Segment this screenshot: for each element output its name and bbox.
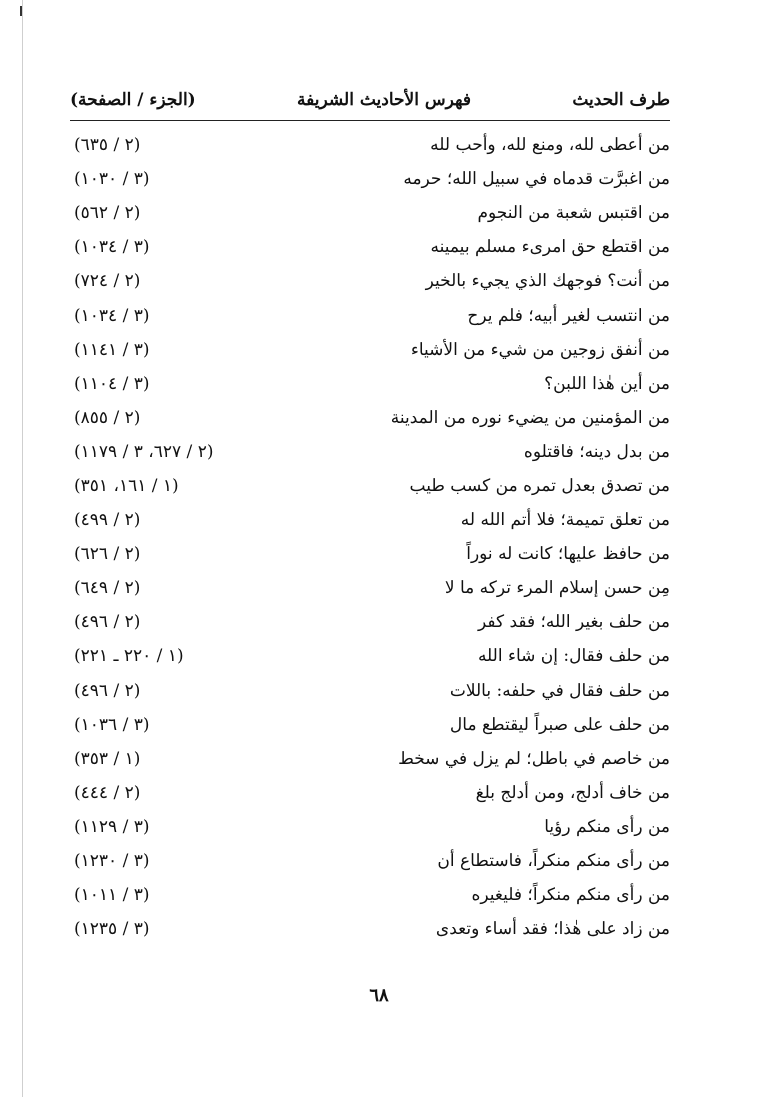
hadith-text: من بدل دينه؛ فاقتلوه xyxy=(523,441,670,462)
volume-page-reference: (٣ / ١١٠٤) xyxy=(74,373,150,394)
volume-page-reference: (٣ / ١٠٣٦) xyxy=(74,714,150,735)
hadith-text: من حلف فقال في حلفه: باللات xyxy=(449,680,670,701)
index-entry xyxy=(70,639,670,673)
index-entry xyxy=(70,264,670,298)
volume-page-reference: (٣ / ١١٤١) xyxy=(74,339,150,360)
volume-page-reference: (١ / ٣٥٣) xyxy=(74,748,141,769)
hadith-text: من رأى منكم رؤيا xyxy=(544,816,670,837)
header-title: فهرس الأحاديث الشريفة xyxy=(297,90,471,110)
hadith-text: من أين هٰذا اللبن؟ xyxy=(544,373,670,394)
hadith-index-list xyxy=(70,128,670,946)
index-entry xyxy=(70,162,670,196)
page-margin-mark xyxy=(20,6,22,16)
index-entry xyxy=(70,844,670,878)
hadith-text: من خاف أدلج، ومن أدلج بلغ xyxy=(475,782,670,803)
volume-page-reference: (٢ / ٥٦٢) xyxy=(74,203,141,224)
volume-page-reference: (٢ / ٤٩٩) xyxy=(74,510,141,531)
hadith-text: من حلف فقال: إن شاء الله xyxy=(477,646,670,667)
volume-page-reference: (٣ / ١١٢٩) xyxy=(74,816,150,837)
volume-page-reference: (٢ / ٤٤٤) xyxy=(74,782,141,803)
header-hadith-column: طرف الحديث xyxy=(572,90,670,110)
index-entry xyxy=(70,571,670,605)
hadith-text: من تصدق بعدل تمره من كسب طيب xyxy=(409,475,670,496)
index-entry xyxy=(70,298,670,332)
volume-page-reference: (١ / ٢٢٠ ـ ٢٢١) xyxy=(74,646,184,667)
hadith-text: من أنفق زوجين من شيء من الأشياء xyxy=(410,339,670,360)
hadith-text: من حلف على صبراً ليقتطع مال xyxy=(449,714,670,735)
index-entry xyxy=(70,708,670,742)
volume-page-reference: (١ / ١٦١، ٣٥١) xyxy=(74,475,179,496)
index-entry xyxy=(70,230,670,264)
index-entry xyxy=(70,333,670,367)
hadith-text: مِن حسن إسلام المرء تركه ما لا xyxy=(444,578,670,599)
index-entry xyxy=(70,503,670,537)
volume-page-reference: (٢ / ٤٩٦) xyxy=(74,612,141,633)
volume-page-reference: (٣ / ١٠٣٤) xyxy=(74,305,150,326)
index-entry xyxy=(70,776,670,810)
index-entry xyxy=(70,674,670,708)
index-entry xyxy=(70,367,670,401)
volume-page-reference: (٣ / ١٠٣٠) xyxy=(74,169,150,190)
index-entry xyxy=(70,742,670,776)
volume-page-reference: (٢ / ٦٢٧، ٣ / ١١٧٩) xyxy=(74,441,214,462)
volume-page-reference: (٢ / ٦٤٩) xyxy=(74,578,141,599)
page-margin-line xyxy=(22,0,23,1097)
header-divider xyxy=(70,120,670,121)
index-entry xyxy=(70,912,670,946)
hadith-text: من زاد على هٰذا؛ فقد أساء وتعدى xyxy=(435,919,670,940)
volume-page-reference: (٢ / ٨٥٥) xyxy=(74,407,141,428)
hadith-text: من حافظ عليها؛ كانت له نوراً xyxy=(466,544,670,565)
page-number: ٦٨ xyxy=(369,985,389,1006)
index-header xyxy=(70,86,670,114)
index-entry xyxy=(70,605,670,639)
volume-page-reference: (٣ / ١٠٣٤) xyxy=(74,237,150,258)
hadith-text: من رأى منكم منكراً، فاستطاع أن xyxy=(437,851,670,872)
hadith-text: من أعطى لله، ومنع لله، وأحب لله xyxy=(430,135,670,156)
index-entry xyxy=(70,469,670,503)
hadith-text: من انتسب لغير أبيه؛ فلم يرح xyxy=(467,305,670,326)
hadith-text: من اغبرَّت قدماه في سبيل الله؛ حرمه xyxy=(403,169,670,190)
hadith-text: من المؤمنين من يضيء نوره من المدينة xyxy=(390,407,670,428)
hadith-text: من اقتطع حق امرىء مسلم بيمينه xyxy=(430,237,670,258)
volume-page-reference: (٣ / ١٠١١) xyxy=(74,885,150,906)
index-entry xyxy=(70,401,670,435)
volume-page-reference: (٢ / ٦٣٥) xyxy=(74,135,141,156)
index-entry xyxy=(70,878,670,912)
index-entry xyxy=(70,196,670,230)
index-entry xyxy=(70,128,670,162)
header-reference-column: (الجزء / الصفحة) xyxy=(70,90,196,110)
hadith-text: من رأى منكم منكراً؛ فليغيره xyxy=(471,885,670,906)
volume-page-reference: (٢ / ٤٩٦) xyxy=(74,680,141,701)
index-entry xyxy=(70,435,670,469)
volume-page-reference: (٢ / ٦٢٦) xyxy=(74,544,141,565)
volume-page-reference: (٣ / ١٢٣٠) xyxy=(74,851,150,872)
hadith-text: من حلف بغير الله؛ فقد كفر xyxy=(477,612,670,633)
hadith-text: من خاصم في باطل؛ لم يزل في سخط xyxy=(398,748,670,769)
volume-page-reference: (٣ / ١٢٣٥) xyxy=(74,919,150,940)
hadith-text: من أنت؟ فوجهك الذي يجيء بالخير xyxy=(425,271,670,292)
index-entry xyxy=(70,537,670,571)
volume-page-reference: (٢ / ٧٢٤) xyxy=(74,271,141,292)
hadith-text: من اقتبس شعبة من النجوم xyxy=(477,203,670,224)
hadith-text: من تعلق تميمة؛ فلا أتم الله له xyxy=(460,510,670,531)
index-entry xyxy=(70,810,670,844)
